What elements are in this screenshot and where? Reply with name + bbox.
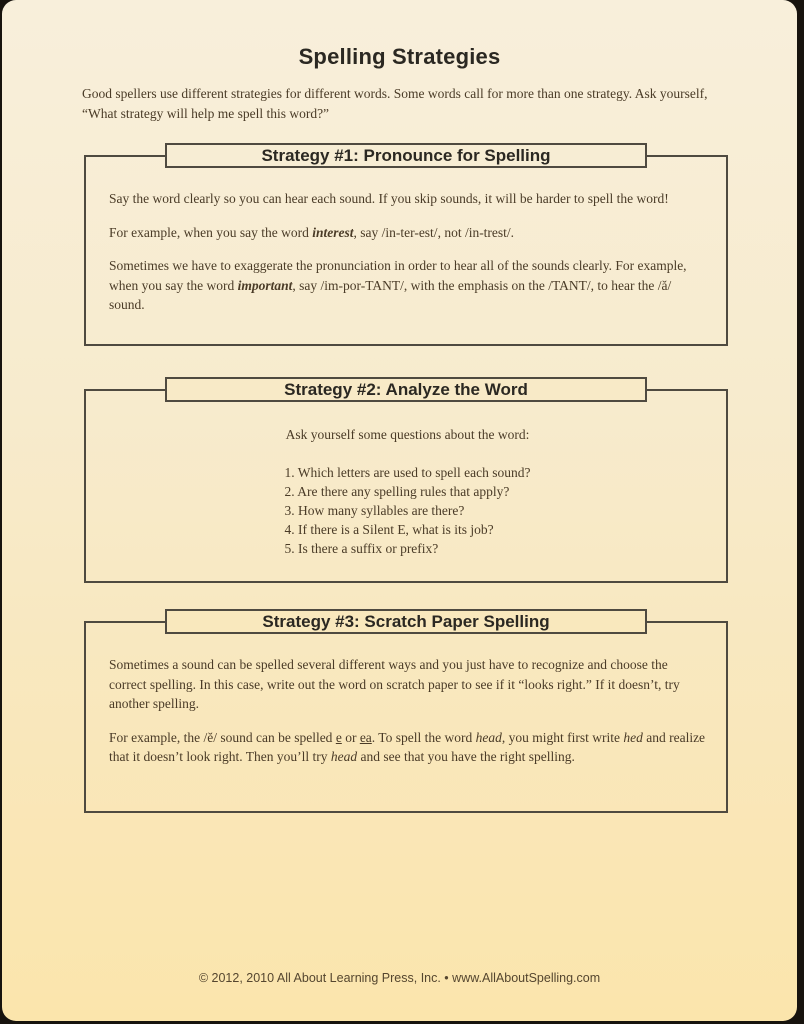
paragraph: Sometimes a sound can be spelled several different ways and you just have to recognize and choose the correct spelling. In this case, write out the word on scratch paper to see if it “looks right.” If it doesn’t, try another spelling. (109, 657, 680, 712)
strategy-1-heading: Strategy #1: Pronounce for Spelling (165, 143, 647, 168)
strategy-2-content (86, 391, 726, 581)
strategy-2-heading: Strategy #2: Analyze the Word (165, 377, 647, 402)
strategy-2-box (84, 380, 728, 583)
strategy-2-lead: Ask yourself some questions about the word: (285, 427, 530, 442)
question-item: 2. Are there any spelling rules that apply? (284, 483, 510, 499)
paragraph: Sometimes we have to exaggerate the pronunciation in order to hear all of the sounds clearly. For example, when you say the word important, say /im-por-TANT/, with the emphasis on the /TANT/, to hear the /ă/ sound. (109, 258, 687, 313)
question-item: 5. Is there a suffix or prefix? (284, 540, 439, 556)
paragraph: Say the word clearly so you can hear each sound. If you skip sounds, it will be harder to spell the word! (109, 191, 669, 206)
strategy-3-box (84, 612, 728, 813)
question-list (284, 463, 530, 558)
strategy-3-content (86, 623, 726, 811)
page-title: Spelling Strategies (298, 44, 501, 69)
strategy-3-heading: Strategy #3: Scratch Paper Spelling (165, 609, 647, 634)
copyright-footer: © 2012, 2010 All About Learning Press, Inc. • www.AllAboutSpelling.com (198, 971, 601, 985)
worksheet-page (2, 0, 797, 1021)
strategy-1-content (86, 157, 726, 344)
question-item: 3. How many syllables are there? (284, 502, 465, 518)
paragraph: For example, the /ĕ/ sound can be spelled e or ea. To spell the word head, you might first write hed and realize that it doesn’t look right. Then you’ll try head and see that you have the right spelling. (109, 729, 706, 765)
intro-paragraph: Good spellers use different strategies for different words. Some words call for more than one strategy. Ask yourself, “What strategy will help me spell this word?” (82, 86, 708, 121)
paragraph: For example, when you say the word interest, say /in-ter-est/, not /in-trest/. (109, 224, 515, 240)
question-item: 1. Which letters are used to spell each sound? (284, 464, 531, 480)
question-item: 4. If there is a Silent E, what is its job? (284, 521, 494, 537)
strategy-1-box (84, 146, 728, 346)
